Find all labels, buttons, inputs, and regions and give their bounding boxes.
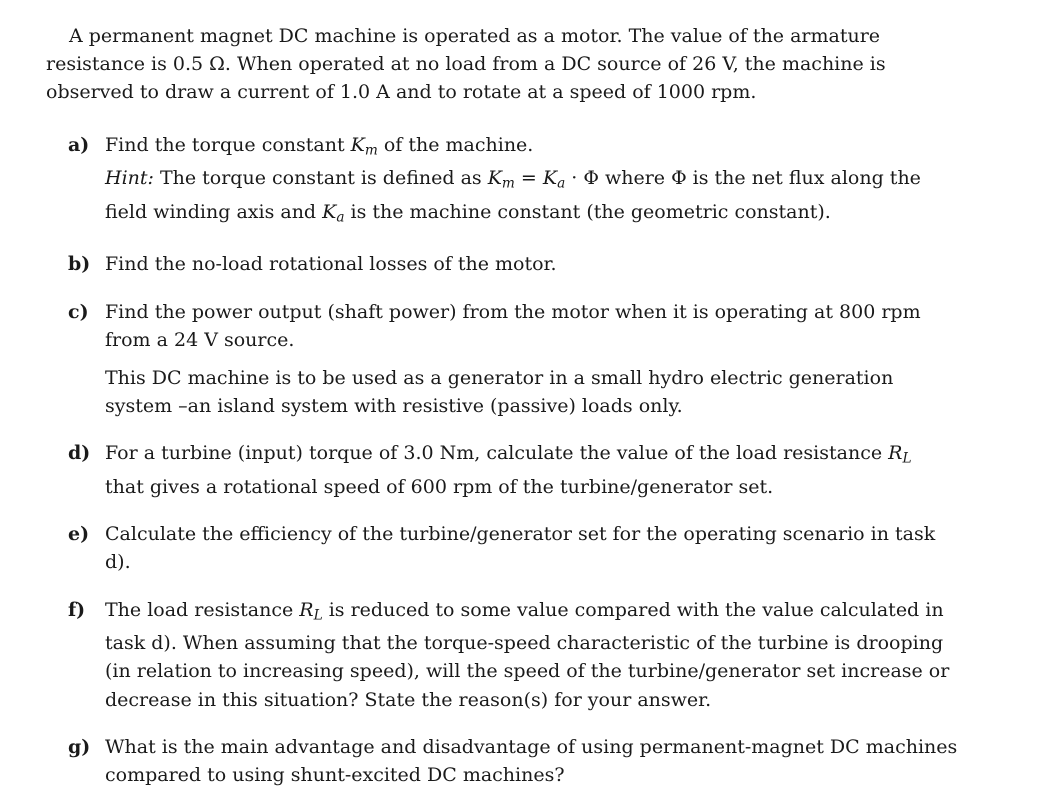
task-a-text-end: of the machine. [377,133,534,156]
subscript-m: m [364,142,378,159]
task-f-line-3: (in relation to increasing speed), will the speed of the turbine/generator set increase or [105,660,950,683]
task-d-label: d) [68,442,91,465]
task-e [46,520,996,576]
generator-note-line-2: system –an island system with resistive (passive) loads only. [105,395,683,418]
generator-note-line-1: This DC machine is to be used as a generator in a small hydro electric generation [105,367,894,390]
hint-label: Hint: [105,167,154,190]
intro-line-1: A permanent magnet DC machine is operated as a motor. The value of the armature [69,25,881,47]
task-f-line-4: decrease in this situation? State the reason(s) for your answer. [105,688,712,711]
intro-line-2: resistance is 0.5 Ω. When operated at no load from a DC source of 26 V, the machine is [46,53,886,76]
problem-document [46,22,996,789]
task-g-line-2: compared to using shunt-excited DC machines? [105,764,565,787]
task-f-text-end: is reduced to some value compared with the value calculated in [322,598,944,621]
task-a-question [105,131,996,165]
task-d [46,439,996,501]
task-f [46,596,996,714]
task-g [46,733,996,789]
task-a-text: Find the torque constant [105,133,351,156]
intro-line-3: observed to draw a current of 1.0 A and to rotate at a speed of 1000 rpm. [46,81,757,104]
task-a-hint-line-1 [105,164,996,198]
symbol-K: K [487,167,502,190]
subscript-L: L [313,607,323,624]
task-e-label: e) [68,523,90,546]
subscript-a: a [336,209,345,226]
hint-text-4: is the machine constant (the geometric constant). [344,200,831,223]
symbol-K: K [350,133,365,156]
subscript-L: L [902,450,912,467]
task-a-hint-line-2 [105,198,996,232]
task-g-line-1: What is the main advantage and disadvantage of using permanent-magnet DC machines [105,735,958,758]
symbol-R: R [299,598,314,621]
equals-sign: = [514,167,543,190]
task-b [46,250,996,278]
task-e-line-1: Calculate the efficiency of the turbine/generator set for the operating scenario in task [105,523,936,546]
task-d-line-2: that gives a rotational speed of 600 rpm of the turbine/generator set. [105,476,774,499]
symbol-K: K [542,167,558,190]
problem-intro [46,22,996,107]
symbol-R: R [888,442,903,465]
task-f-line-1 [105,596,996,630]
task-g-label: g) [68,735,91,758]
task-d-line-1 [105,439,996,473]
subscript-a: a [557,175,566,192]
hint-text-2: · Φ where Φ is the net flux along the [565,167,921,190]
task-a-label: a) [68,133,90,156]
task-e-line-2: d). [105,551,131,574]
subscript-m: m [501,175,515,192]
task-b-question: Find the no-load rotational losses of the motor. [105,253,557,276]
hint-text: The torque constant is defined as [153,167,488,190]
hint-text-3: field winding axis and [105,200,323,223]
task-f-line-2: task d). When assuming that the torque-speed characteristic of the turbine is drooping [105,632,944,655]
task-f-label: f) [68,598,86,621]
task-d-text: For a turbine (input) torque of 3.0 Nm, calculate the value of the load resistance [105,442,889,465]
task-c [46,298,996,354]
task-c-label: c) [68,300,89,323]
task-c-line-2: from a 24 V source. [105,328,295,351]
task-b-label: b) [68,253,91,276]
task-a [46,131,996,232]
symbol-K: K [322,200,337,223]
task-c-line-1: Find the power output (shaft power) from the motor when it is operating at 800 rpm [105,300,921,323]
task-f-text: The load resistance [105,598,300,621]
generator-note [46,364,996,420]
